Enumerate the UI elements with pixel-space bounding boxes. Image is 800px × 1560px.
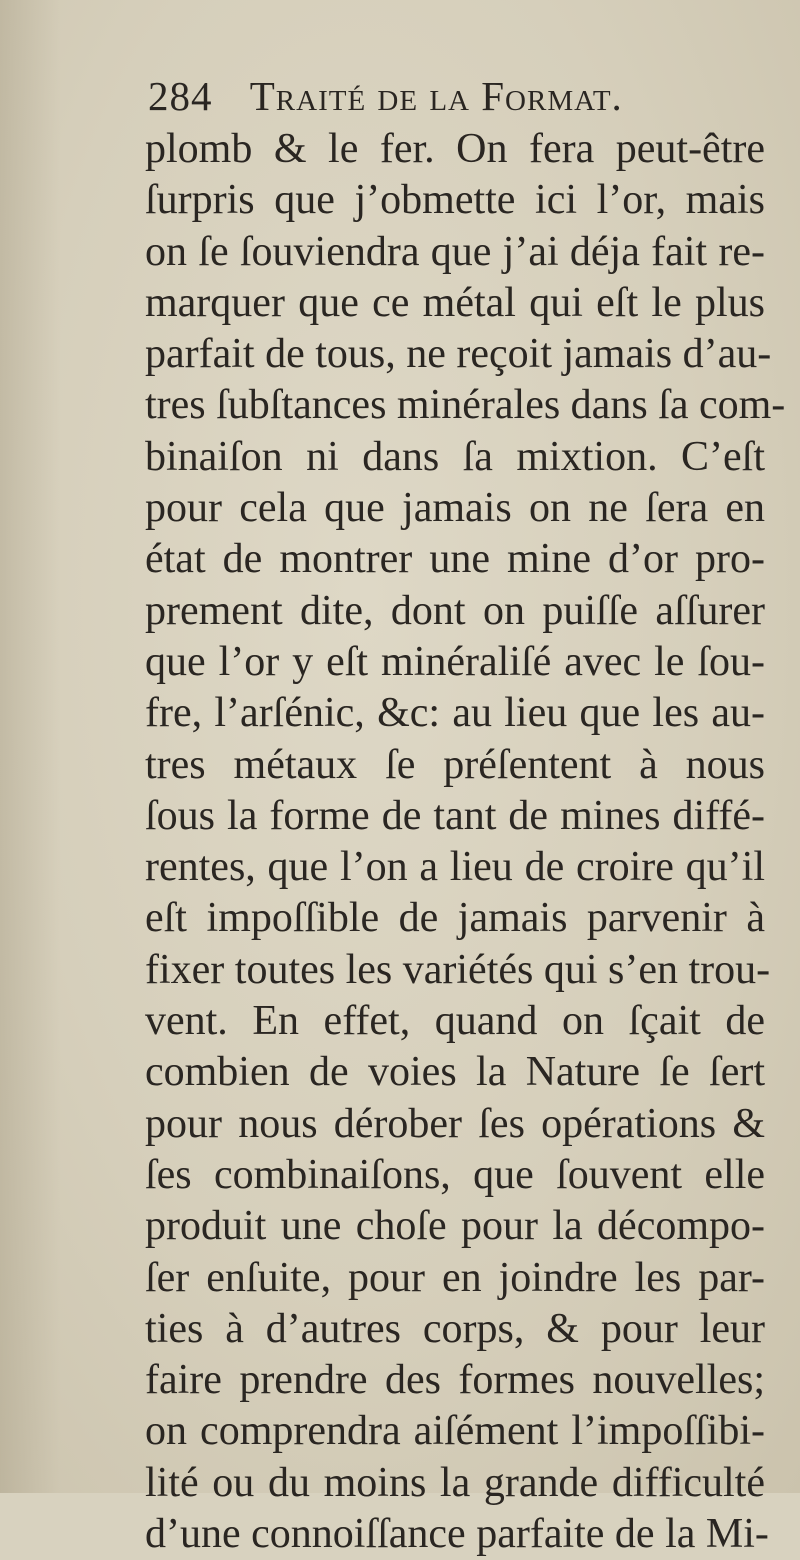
page-number: 284 — [148, 73, 213, 119]
text-line: fixer toutes les variétés qui s’en trou- — [145, 946, 771, 993]
text-line: produit une choſe pour la décompo- — [145, 1203, 765, 1250]
text-line: ſurpris que j’obmette ici l’or, mais — [145, 177, 765, 224]
text-line: état de montrer une mine d’or pro- — [145, 536, 765, 583]
text-line: ſes combinaiſons, que ſouvent elle — [145, 1151, 765, 1198]
text-line: ſer enſuite, pour en joindre les par- — [145, 1254, 765, 1301]
text-line: pour cela que jamais on ne ſera en — [145, 485, 765, 532]
text-line: que l’or y eſt minéraliſé avec le ſou- — [145, 638, 765, 685]
page-gutter-shadow — [0, 0, 60, 1493]
text-line: faire prendre des formes nouvelles; — [145, 1357, 765, 1404]
text-line: rentes, que l’on a lieu de croire qu’il — [145, 844, 765, 891]
text-line: ſous la forme de tant de mines diffé- — [145, 792, 765, 839]
text-line: tres métaux ſe préſentent à nous — [145, 741, 765, 788]
text-line: d’une connoiſſance parfaite de la Mi- — [145, 1511, 769, 1558]
text-line: on ſe ſouviendra que j’ai déja fait re- — [145, 228, 765, 275]
text-line: ties à d’autres corps, & pour leur — [145, 1305, 765, 1352]
text-line: vent. En effet, quand on ſçait de — [145, 998, 765, 1045]
text-line: eſt impoſſible de jamais parvenir à — [145, 895, 765, 942]
text-line: lité ou du moins la grande difficulté — [145, 1459, 765, 1506]
body-text — [145, 124, 785, 1560]
text-line: binaiſon ni dans ſa mixtion. C’eſt — [145, 433, 765, 480]
text-line: tres ſubſtances minérales dans ſa com- — [145, 382, 786, 429]
text-line: combien de voies la Nature ſe ſert — [145, 1049, 765, 1096]
text-line: fre, l’arſénic, &c: au lieu que les au- — [145, 690, 765, 737]
text-line: pour nous dérober ſes opérations & — [145, 1100, 765, 1147]
running-title: Traité de la Format. — [249, 73, 623, 119]
page-header — [148, 72, 708, 124]
text-line: prement dite, dont on puiſſe aſſurer — [145, 587, 765, 634]
text-line: on comprendra aiſément l’impoſſibi- — [145, 1408, 765, 1455]
text-line: parfait de tous, ne reçoit jamais d’au- — [145, 331, 772, 378]
text-line: marquer que ce métal qui eſt le plus — [145, 279, 765, 326]
text-line: plomb & le fer. On fera peut-être — [145, 126, 765, 172]
